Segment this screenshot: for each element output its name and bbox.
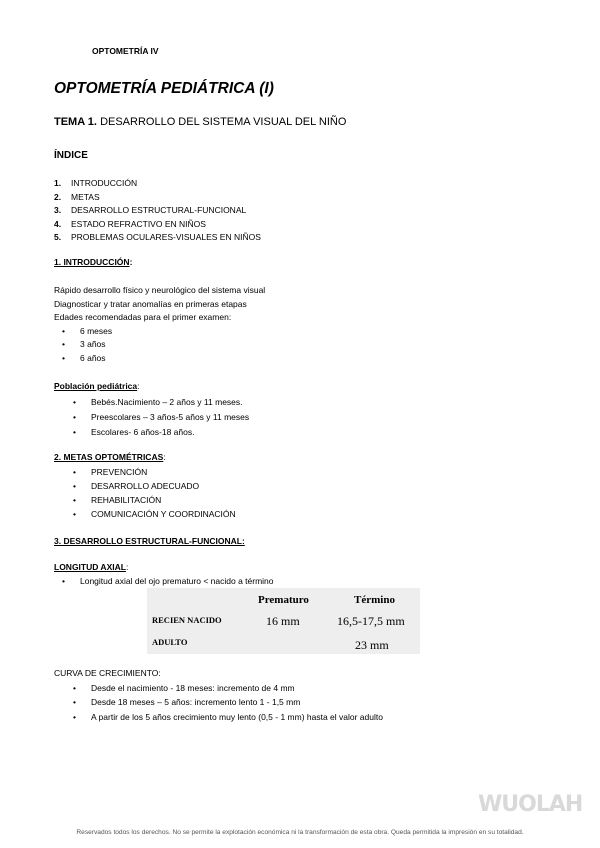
poblacion-heading: Población pediátrica: xyxy=(54,381,140,391)
curva-list xyxy=(54,681,383,725)
curva-heading: CURVA DE CRECIMIENTO: xyxy=(54,668,161,678)
metas-section xyxy=(54,451,236,522)
intro-line: Rápido desarrollo físico y neurológico del sistema visual xyxy=(54,285,266,295)
intro-heading: 1. INTRODUCCIÓN: xyxy=(54,257,133,267)
longitud-list xyxy=(54,575,274,589)
table-cell: 16 mm xyxy=(266,614,300,628)
table-cell: 16,5-17,5 mm xyxy=(337,614,405,628)
watermark-logo: WUOLAH xyxy=(478,792,583,817)
intro-body xyxy=(54,284,265,365)
index-item: 4. ESTADO REFRACTIVO EN NIÑOS xyxy=(54,218,206,229)
list-item: • A partir de los 5 años crecimiento muy lento (0,5 - 1 mm) hasta el valor adulto xyxy=(54,710,383,725)
table-row-label: RECIEN NACIDO xyxy=(152,615,222,625)
index-item: 1. INTRODUCCIÓN xyxy=(54,178,138,188)
index-heading: ÍNDICE xyxy=(54,150,88,161)
course-header: OPTOMETRÍA IV xyxy=(92,46,159,56)
longitud-section xyxy=(54,561,274,588)
tema-text: DESARROLLO DEL SISTEMA VISUAL DEL NIÑO xyxy=(100,116,347,128)
list-item: • COMUNICACIÓN Y COORDINACIÓN xyxy=(54,507,236,521)
page-title: OPTOMETRÍA PEDIÁTRICA (I) xyxy=(54,80,274,97)
axial-length-table xyxy=(147,588,420,654)
list-item: • Desde el nacimiento - 18 meses: incremento de 4 mm xyxy=(54,681,383,696)
list-item: • DESARROLLO ADECUADO xyxy=(54,479,236,493)
desarrollo-heading: 3. DESARROLLO ESTRUCTURAL-FUNCIONAL: xyxy=(54,536,245,546)
table-cell: 23 mm xyxy=(355,638,389,652)
table-row-label: ADULTO xyxy=(152,637,188,647)
list-item: • 6 años xyxy=(54,352,265,366)
index-list xyxy=(54,177,261,245)
ages-list xyxy=(54,325,265,366)
tema-heading xyxy=(54,116,346,128)
metas-heading: 2. METAS OPTOMÉTRICAS: xyxy=(54,452,166,462)
table-header-prematuro: Prematuro xyxy=(258,594,309,606)
poblacion-section xyxy=(54,380,249,440)
list-item: • Desde 18 meses – 5 años: incremento lento 1 - 1,5 mm xyxy=(54,695,383,710)
list-item: • Longitud axial del ojo prematuro < nacido a término xyxy=(54,575,274,589)
intro-line: Edades recomendadas para el primer examen: xyxy=(54,312,232,322)
list-item: • Preescolares – 3 años-5 años y 11 meses xyxy=(54,410,249,425)
curva-section xyxy=(54,667,383,724)
list-item: • Escolares- 6 años-18 años. xyxy=(54,425,249,440)
footer-notice: Reservados todos los derechos. No se permite la explotación económica ni la transformación de esta obra. Queda permitida la impresión en su totalidad. xyxy=(76,829,524,836)
tema-number: TEMA 1. xyxy=(54,116,97,128)
list-item: • 3 años xyxy=(54,338,265,352)
metas-list xyxy=(54,465,236,522)
list-item: • REHABILITACIÓN xyxy=(54,493,236,507)
index-item: 2. METAS xyxy=(54,191,100,202)
index-item: 5. PROBLEMAS OCULARES-VISUALES EN NIÑOS xyxy=(54,232,261,242)
list-item: • Bebés.Nacimiento – 2 años y 11 meses. xyxy=(54,395,249,410)
longitud-heading: LONGITUD AXIAL: xyxy=(54,562,129,572)
poblacion-list xyxy=(54,395,249,440)
table-header-termino: Término xyxy=(354,594,395,606)
intro-line: Diagnosticar y tratar anomalías en primeras etapas xyxy=(54,298,247,309)
list-item: • PREVENCIÓN xyxy=(54,465,236,479)
index-item: 3. DESARROLLO ESTRUCTURAL-FUNCIONAL xyxy=(54,205,247,215)
list-item: • 6 meses xyxy=(54,325,265,339)
